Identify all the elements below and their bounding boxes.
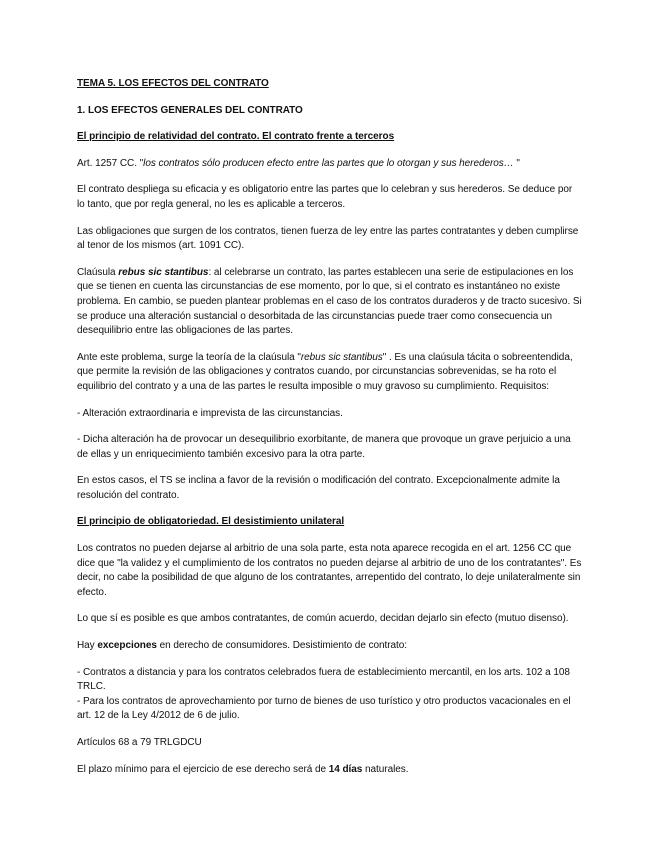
excepciones-text: en derecho de consumidores. Desistimiento de contrato: <box>156 640 408 652</box>
document-body <box>77 77 582 777</box>
subheading-relatividad: El principio de relatividad del contrato. El contrato frente a terceros <box>77 131 395 143</box>
teoria-term: rebus sic stantibus <box>300 351 383 363</box>
excepciones-prefix: Hay <box>77 640 98 652</box>
teoria-text: " . Es una claúsula tácita o sobreentendida, que permite la revisión de las obligaciones y contratos cuando, por circunstancias sobrevenidas, se ha roto el equilibrio del contrato y a una de las partes le resulta imposible o muy gravoso su cumplimiento. Requisitos: <box>77 351 573 392</box>
list-item-aprovechamiento: - Para los contratos de aprovechamiento por turno de bienes de uso turístico y otro productos vacacionales en el art. 12 de la Ley 4/2012 de 6 de julio. <box>77 695 571 722</box>
plazo-text: naturales. <box>362 763 409 775</box>
art-1257-quote: los contratos sólo producen efecto entre las partes que lo otorgan y sus herederos… <box>143 157 514 169</box>
plazo-prefix: El plazo mínimo para el ejercicio de ese derecho será de <box>77 763 329 775</box>
paragraph-excepciones <box>77 639 582 654</box>
clausula-text: : al celebrarse un contrato, las partes establecen una serie de estipulaciones en los que se tienen en cuenta las circunstancias de ese momento, por lo que, si el contrato es instantáneo no existe problema. En cambio, se pueden plantear problemas en el caso de los contratos duraderos y de tracto sucesivo. Si se produce una alteración sustancial o desorbitada de las circunstancias puede traer como consecuencia un desequilibrio entre las obligaciones de las partes. <box>77 266 582 337</box>
paragraph-arbitrio: Los contratos no pueden dejarse al arbitrio de una sola parte, esta nota aparece recogida en el art. 1256 CC que dice que "la validez y el cumplimiento de los contratos no pueden dejarse al arbitrio de uno de los contratantes". Es decir, no cabe la posibilidad de que alguno de los contratantes, arrepentido del contrato, lo deje unilateralmente sin efecto. <box>77 543 582 598</box>
paragraph-teoria-clausula <box>77 351 582 395</box>
paragraph-eficacia: El contrato despliega su eficacia y es obligatorio entre las partes que lo celebran y sus herederos. Se deduce por lo tanto, que por regla general, no les es aplicable a terceros. <box>77 184 573 210</box>
excepciones-term: excepciones <box>97 640 157 652</box>
art-1257-prefix: Art. 1257 CC. " <box>77 157 144 169</box>
subheading-obligatoriedad: El principio de obligatoriedad. El desistimiento unilateral <box>77 516 345 528</box>
paragraph-articulos: Artículos 68 a 79 TRLGDCU <box>77 737 202 748</box>
plazo-term: 14 días <box>328 763 363 775</box>
clausula-prefix: Claúsula <box>77 266 119 278</box>
list-item-distancia: - Contratos a distancia y para los contratos celebrados fuera de establecimiento mercantil, en los arts. 102 a 108 TRLC. <box>77 666 570 693</box>
paragraph-clausula-rebus <box>77 266 582 339</box>
paragraph-mutuo-disenso: Lo que sí es posible es que ambos contratantes, de común acuerdo, decidan dejarlo sin efecto (mutuo disenso). <box>77 613 569 625</box>
paragraph-art-1257 <box>77 157 582 172</box>
document-title: TEMA 5. LOS EFECTOS DEL CONTRATO <box>77 78 269 89</box>
requisite-2: - Dicha alteración ha de provocar un desequilibrio exorbitante, de manera que provoque un grave perjuicio a una de ellas y un enriquecimiento también excesivo para la otra parte. <box>77 434 571 460</box>
paragraph-obligaciones: Las obligaciones que surgen de los contratos, tienen fuerza de ley entre las partes contratantes y deben cumplirse al tenor de los mismos (art. 1091 CC). <box>77 225 579 252</box>
section-heading-1: 1. LOS EFECTOS GENERALES DEL CONTRATO <box>77 104 303 116</box>
teoria-prefix: Ante este problema, surge la teoría de la claúsula " <box>77 351 301 363</box>
paragraph-plazo <box>77 763 582 778</box>
paragraph-ts: En estos casos, el TS se inclina a favor de la revisión o modificación del contrato. Excepcionalmente admite la resolución del contrato. <box>77 475 560 501</box>
requisite-1: - Alteración extraordinaria e imprevista de las circunstancias. <box>77 407 343 419</box>
art-1257-suffix: " <box>513 157 520 169</box>
clausula-term: rebus sic stantibus <box>118 266 209 278</box>
